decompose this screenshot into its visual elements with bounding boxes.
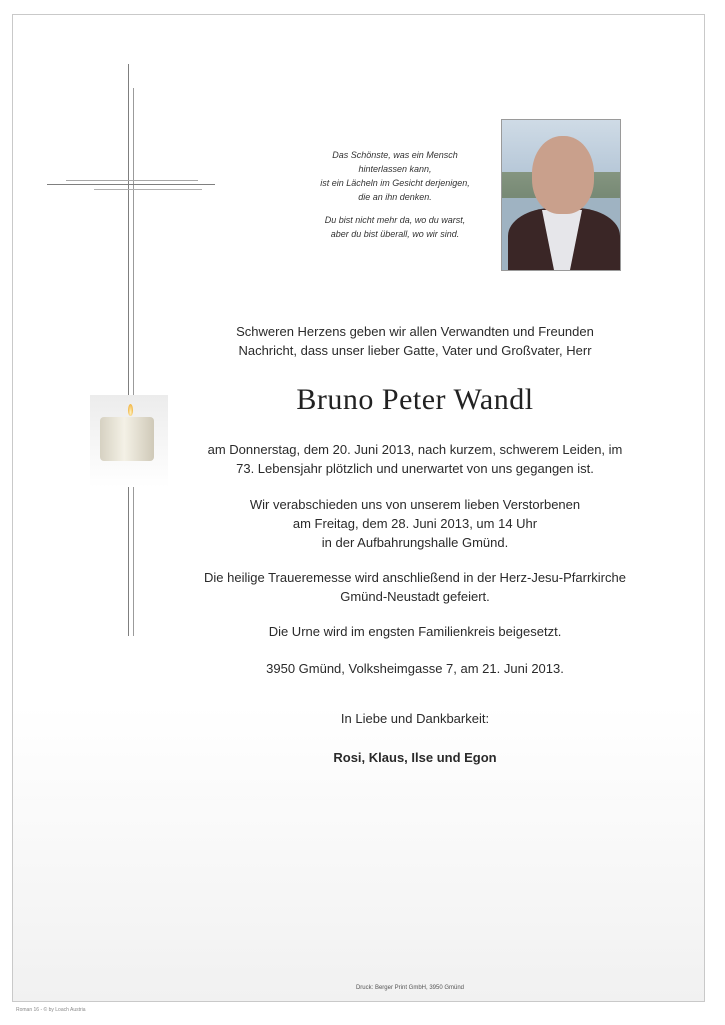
mass-line: Gmünd-Neustadt gefeiert.	[340, 589, 490, 604]
closing-phrase: In Liebe und Dankbarkeit:	[340, 711, 490, 726]
service-line: am Freitag, dem 28. Juni 2013, um 14 Uhr	[292, 516, 538, 531]
mass-line: Die heilige Traueremesse wird anschließend in der Herz-Jesu-Pfarrkirche	[204, 570, 626, 585]
farewell-service	[190, 495, 640, 552]
death-line: am Donnerstag, dem 20. Juni 2013, nach kurzem, schwerem Leiden, im	[207, 442, 623, 457]
quote-line: aber du bist überall, wo wir sind.	[330, 229, 460, 239]
cross-vertical-line	[133, 88, 134, 636]
intro-line: Schweren Herzens geben wir allen Verwandten und Freunden	[236, 324, 594, 339]
cross-horizontal-line	[94, 189, 202, 190]
template-code: Roman 16 - © by Loach Austria	[16, 1007, 86, 1013]
candle-icon	[100, 417, 154, 461]
service-line: Wir verabschieden uns von unserem lieben Verstorbenen	[249, 497, 581, 512]
funeral-mass	[180, 568, 650, 606]
intro-line: Nachricht, dass unser lieber Gatte, Vater und Großvater, Herr	[238, 343, 592, 358]
quote-line: ist ein Lächeln im Gesicht derjenigen,	[320, 178, 470, 188]
death-line: 73. Lebensjahr plötzlich und unerwartet von uns gegangen ist.	[236, 461, 594, 476]
deceased-name: Bruno Peter Wandl	[296, 383, 534, 416]
quote-line: Das Schönste, was ein Mensch	[332, 150, 458, 160]
cross-vertical-line	[128, 64, 129, 636]
quote-stanza-1	[285, 148, 505, 204]
place-date: 3950 Gmünd, Volksheimgasse 7, am 21. Juni 2013.	[266, 661, 564, 676]
candle-image	[90, 395, 168, 487]
quote-line: Du bist nicht mehr da, wo du warst,	[324, 215, 466, 225]
family-names: Rosi, Klaus, Ilse und Egon	[333, 750, 497, 765]
urn-notice: Die Urne wird im engsten Familienkreis beigesetzt.	[268, 624, 562, 639]
death-notice	[170, 440, 660, 478]
intro-text	[190, 322, 640, 360]
quote-line: die an ihn denken.	[358, 192, 432, 202]
quote-line: hinterlassen kann,	[358, 164, 432, 174]
cross-horizontal-line	[47, 184, 215, 185]
cross-horizontal-line	[66, 180, 198, 181]
service-line: in der Aufbahrungshalle Gmünd.	[321, 535, 509, 550]
flame-icon	[128, 404, 133, 416]
printer-credit: Druck: Berger Print GmbH, 3950 Gmünd	[355, 985, 465, 991]
quote-stanza-2	[285, 213, 505, 241]
memorial-quote	[285, 148, 505, 250]
portrait-photo	[501, 119, 621, 271]
